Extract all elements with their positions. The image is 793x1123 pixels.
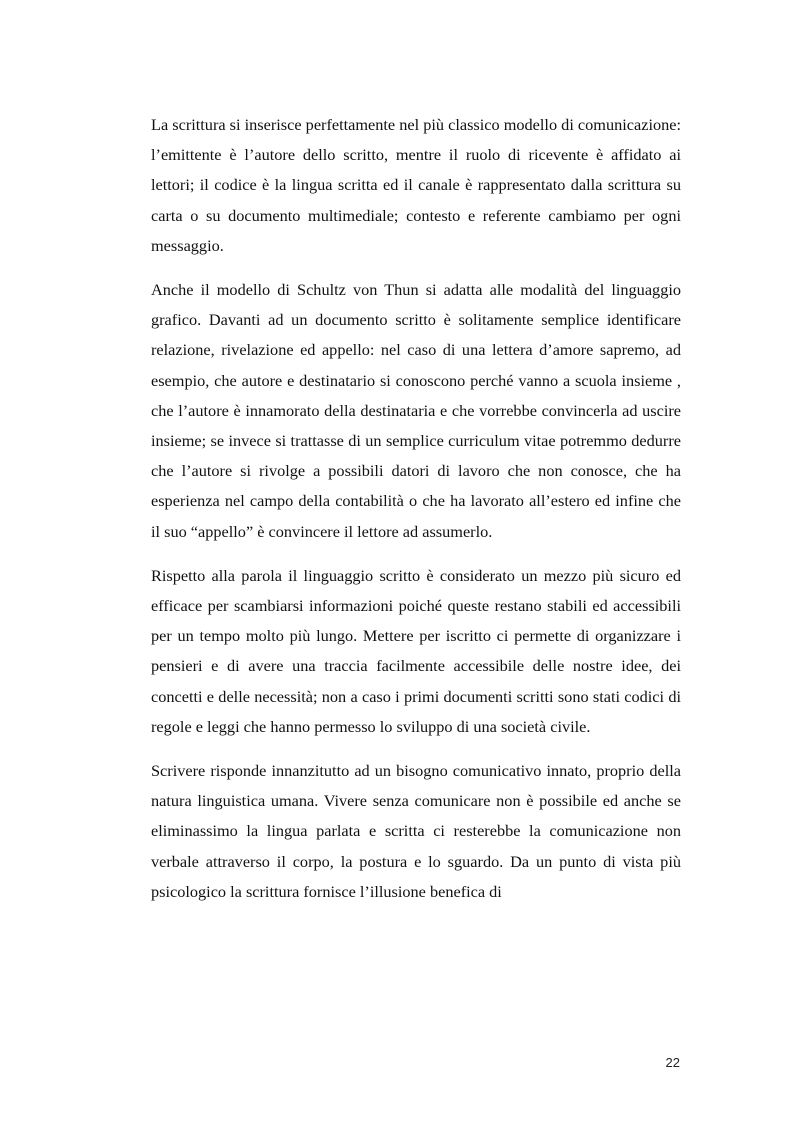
- paragraph-2: Anche il modello di Schultz von Thun si adatta alle modalità del linguaggio grafico. Davanti ad un documento scritto è solitamente semplice identificare relazione, rivelazione ed appello: nel caso di una lettera d’amore sapremo, ad esempio, che autore e destinatario si conoscono perché vanno a scuola insieme , che l’autore è innamorato della destinataria e che vorrebbe convincerla ad uscire insieme; se invece si trattasse di un semplice curriculum vitae potremmo dedurre che l’autore si rivolge a possibili datori di lavoro che non conosce, che ha esperienza nel campo della contabilità o che ha lavorato all’estero ed infine che il suo “appello” è convincere il lettore ad assumerlo.: [151, 280, 681, 541]
- paragraph-3: Rispetto alla parola il linguaggio scritto è considerato un mezzo più sicuro ed efficace per scambiarsi informazioni poiché queste restano stabili ed accessibili per un tempo molto più lungo. Mettere per iscritto ci permette di organizzare i pensieri e di avere una traccia facilmente accessibile delle nostre idee, dei concetti e delle necessità; non a caso i primi documenti scritti sono stati codici di regole e leggi che hanno permesso lo sviluppo di una società civile.: [151, 565, 681, 736]
- paragraph-4: Scrivere risponde innanzitutto ad un bisogno comunicativo innato, proprio della natura linguistica umana. Vivere senza comunicare non è possibile ed anche se eliminassimo la lingua parlata e scritta ci resterebbe la comunicazione non verbale attraverso il corpo, la postura e lo sguardo. Da un punto di vista più psicologico la scrittura fornisce l’illusione benefica di: [151, 761, 681, 901]
- body-text: [151, 110, 681, 921]
- page-number: 22: [665, 1055, 680, 1070]
- paragraph-1: La scrittura si inserisce perfettamente nel più classico modello di comunicazione: l’emittente è l’autore dello scritto, mentre il ruolo di ricevente è affidato ai lettori; il codice è la lingua scritta ed il canale è rappresentato dalla scrittura su carta o su documento multimediale; contesto e referente cambiamo per ogni messaggio.: [151, 115, 681, 255]
